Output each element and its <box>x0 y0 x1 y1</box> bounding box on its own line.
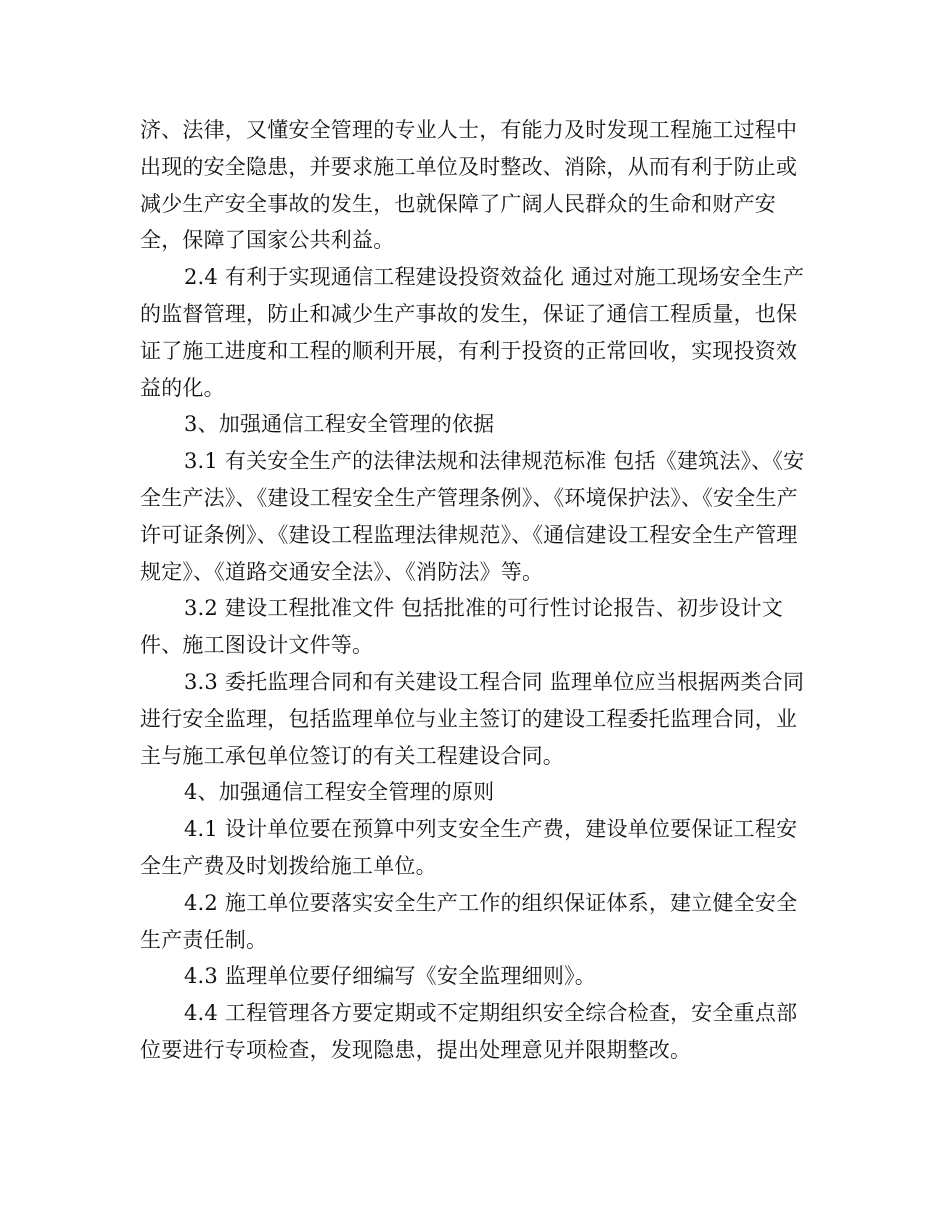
paragraph-4-3: 4.3 监理单位要仔细编写《安全监理细则》。 <box>184 964 596 989</box>
paragraph-continuation: 济、法律，又懂安全管理的专业人士，有能力及时发现工程施工过程中出现的安全隐患，并要求施工单位及时整改、消除，从而有利于防止或减少生产安全事故的发生，也就保障了广阔人民群众的生命和财产安全，保障了国家公共利益。 <box>140 118 798 253</box>
paragraph-3-1: 3.1 有关安全生产的法律法规和法律规范标准 包括《建筑法》、《安全生产法》、《建设工程安全生产管理条例》、《环境保护法》、《安全生产许可证条例》、《建设工程监理法律规范》、《通信建设工程安全生产管理规定》、《道路交通安全法》、《消防法》等。 <box>140 449 805 584</box>
paragraph-4-4: 4.4 工程管理各方要定期或不定期组织安全综合检查，安全重点部位要进行专项检查，发现隐患，提出处理意见并限期整改。 <box>140 1001 798 1062</box>
paragraph-3-3: 3.3 委托监理合同和有关建设工程合同 监理单位应当根据两类合同进行安全监理，包括监理单位与业主签订的建设工程委托监理合同，业主与施工承包单位签订的有关工程建设合同。 <box>140 669 805 768</box>
document-body <box>140 112 812 1069</box>
paragraph-3-2: 3.2 建设工程批准文件 包括批准的可行性讨论报告、初步设计文件、施工图设计文件等。 <box>140 596 783 658</box>
section-heading-3: 3、加强通信工程安全管理的依据 <box>184 412 495 437</box>
paragraph-2-4: 2.4 有利于实现通信工程建设投资效益化 通过对施工现场安全生产的监督管理，防止和减少生产事故的发生，保证了通信工程质量，也保证了施工进度和工程的顺利开展，有利于投资的正常回收，实现投资效益的化。 <box>140 265 805 400</box>
paragraph-4-1: 4.1 设计单位要在预算中列支安全生产费，建设单位要保证工程安全生产费及时划拨给施工单位。 <box>140 817 798 878</box>
section-heading-4: 4、加强通信工程安全管理的原则 <box>184 780 495 805</box>
paragraph-4-2: 4.2 施工单位要落实安全生产工作的组织保证体系，建立健全安全生产责任制。 <box>140 890 798 952</box>
